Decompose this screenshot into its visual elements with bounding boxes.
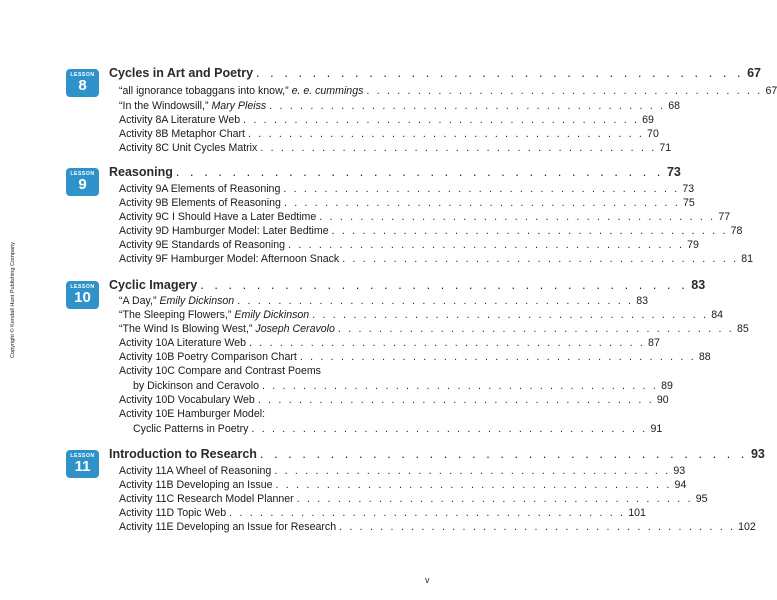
- toc-entry[interactable]: [119, 337, 660, 349]
- dot-leader: . . . . . . . . . . . . . . . . . . . . . . . . . . . . . . . . . . . . . . .: [331, 225, 728, 237]
- page-number: 68: [668, 100, 681, 112]
- entry-title: Activity 8B Metaphor Chart: [119, 128, 245, 140]
- page-number: 75: [682, 197, 695, 209]
- dot-leader: . . . . . . . . . . . . . . . . . . . . . . . . . . . . . . . . . . . . . . .: [342, 253, 739, 265]
- page-number: 67: [765, 85, 777, 97]
- lesson-title: Cycles in Art and Poetry: [109, 66, 254, 80]
- entry-title: Activity 10A Literature Web: [119, 337, 246, 349]
- lesson-badge-number: 8: [78, 77, 87, 94]
- dot-leader: . . . . . . . . . . . . . . . . . . . . . . . . . . . . . . . . . . . . . . .: [283, 197, 680, 209]
- page-number: 94: [674, 479, 687, 491]
- page-number: 83: [636, 295, 649, 307]
- dot-leader: . . . . . . . . . . . . . . . . . . . . . . . . . . . . . . . . . . . . . . .: [257, 394, 654, 406]
- toc-entry-first-line[interactable]: Activity 10E Hamburger Model:: [119, 408, 266, 420]
- page-number: 71: [659, 142, 672, 154]
- lesson-badge-number: 10: [74, 289, 91, 306]
- entry-title: “The Wind Is Blowing West,” Joseph Ceravolo: [119, 323, 335, 335]
- toc-entry[interactable]: [119, 507, 646, 519]
- toc-entry[interactable]: [119, 197, 695, 209]
- entry-title: Activity 11D Topic Web: [119, 507, 227, 519]
- entry-title: Activity 8C Unit Cycles Matrix: [119, 142, 258, 154]
- page-number: 70: [647, 128, 659, 140]
- toc-entry[interactable]: [119, 493, 708, 505]
- dot-leader: . . . . . . . . . . . . . . . . . . . . . . . . . . . . . . . . . . . . . . .: [312, 309, 709, 321]
- page-number: 90: [656, 394, 669, 406]
- toc-entry[interactable]: [119, 295, 649, 307]
- toc-entry-continuation[interactable]: [133, 380, 673, 392]
- dot-leader: . . . . . . . . . . . . . . . . . . . . . . . . . . . . . . . . . . .: [200, 278, 689, 292]
- entry-title: Activity 9B Elements of Reasoning: [119, 197, 281, 209]
- toc-entry[interactable]: [119, 253, 754, 265]
- page-number: 88: [698, 351, 711, 363]
- dot-leader: . . . . . . . . . . . . . . . . . . . . . . . . . . . . . . . . . . . . . . .: [269, 100, 666, 112]
- toc-entry[interactable]: [119, 128, 659, 140]
- toc-entry[interactable]: [119, 239, 699, 251]
- lesson-title-entry[interactable]: [109, 278, 706, 292]
- entry-title: Activity 9D Hamburger Model: Later Bedtime: [119, 225, 329, 237]
- toc-entry[interactable]: [119, 211, 731, 223]
- entry-title: “all ignorance tobaggans into know,” e. e. cummings: [119, 85, 364, 97]
- dot-leader: . . . . . . . . . . . . . . . . . . . . . . . . . . . . . . . . . . .: [259, 447, 748, 461]
- entry-title: “A Day,” Emily Dickinson: [119, 295, 235, 307]
- entry-title: Activity 8A Literature Web: [119, 114, 241, 126]
- page-number: 81: [741, 253, 754, 265]
- toc-entry[interactable]: [119, 85, 777, 97]
- page-number: 93: [673, 465, 686, 477]
- toc-entry[interactable]: [119, 394, 669, 406]
- entry-author: Emily Dickinson: [234, 309, 310, 321]
- dot-leader: . . . . . . . . . . . . . . . . . . . . . . . . . . . . . . . . . . . . . . .: [237, 295, 634, 307]
- entry-title: “In the Windowsill,” Mary Pleiss: [119, 100, 267, 112]
- dot-leader: . . . . . . . . . . . . . . . . . . . . . . . . . . . . . . . . . . . . . . .: [243, 114, 640, 126]
- dot-leader: . . . . . . . . . . . . . . . . . . . . . . . . . . . . . . . . . . . . . . .: [288, 239, 685, 251]
- dot-leader: . . . . . . . . . . . . . . . . . . . . . . . . . . . . . . . . . . .: [256, 66, 745, 80]
- entry-title: by Dickinson and Ceravolo: [133, 380, 260, 392]
- entry-title: Activity 9F Hamburger Model: Afternoon Snack: [119, 253, 340, 265]
- copyright-notice: Copyright © Kendall Hunt Publishing Company: [10, 241, 16, 359]
- entry-author: Mary Pleiss: [211, 100, 267, 112]
- entry-title: Activity 10B Poetry Comparison Chart: [119, 351, 297, 363]
- page-number: 73: [682, 183, 695, 195]
- page-number: 84: [711, 309, 724, 321]
- lesson-badge: [66, 450, 99, 478]
- lesson-badge-label: LESSON: [70, 453, 95, 459]
- lesson-title-entry[interactable]: [109, 165, 681, 179]
- toc-entry-first-line[interactable]: Activity 10C Compare and Contrast Poems: [119, 365, 321, 377]
- toc-entry[interactable]: [119, 351, 711, 363]
- page-number: 79: [687, 239, 699, 251]
- dot-leader: . . . . . . . . . . . . . . . . . . . . . . . . . . . . . . . . . . . . . . .: [249, 337, 646, 349]
- toc-entry[interactable]: [119, 521, 756, 533]
- lesson-badge: [66, 168, 99, 196]
- entry-author: e. e. cummings: [291, 85, 364, 97]
- page-number: 67: [747, 66, 761, 80]
- lesson-title: Introduction to Research: [109, 447, 257, 461]
- dot-leader: . . . . . . . . . . . . . . . . . . . . . . . . . . . . . . . . . . .: [175, 165, 664, 179]
- page-number: 83: [691, 278, 706, 292]
- dot-leader: . . . . . . . . . . . . . . . . . . . . . . . . . . . . . . . . . . . . . . .: [275, 479, 672, 491]
- entry-title: Activity 9A Elements of Reasoning: [119, 183, 281, 195]
- dot-leader: . . . . . . . . . . . . . . . . . . . . . . . . . . . . . . . . . . . . . . .: [299, 351, 696, 363]
- toc-entry-continuation[interactable]: [133, 423, 663, 435]
- lesson-badge-label: LESSON: [70, 72, 95, 78]
- toc-entry[interactable]: [119, 225, 743, 237]
- toc-entry[interactable]: [119, 465, 686, 477]
- dot-leader: . . . . . . . . . . . . . . . . . . . . . . . . . . . . . . . . . . . . . . .: [262, 380, 659, 392]
- page-number: 91: [650, 423, 663, 435]
- dot-leader: . . . . . . . . . . . . . . . . . . . . . . . . . . . . . . . . . . . . . . .: [251, 423, 648, 435]
- lesson-title-entry[interactable]: [109, 66, 761, 80]
- lesson-title: Reasoning: [109, 165, 173, 179]
- lesson-badge-label: LESSON: [70, 171, 95, 177]
- entry-title: Activity 9C I Should Have a Later Bedtime: [119, 211, 317, 223]
- entry-title: Cyclic Patterns in Poetry: [133, 423, 249, 435]
- toc-entry[interactable]: [119, 142, 672, 154]
- lesson-badge: [66, 281, 99, 309]
- dot-leader: . . . . . . . . . . . . . . . . . . . . . . . . . . . . . . . . . . . . . . .: [260, 142, 657, 154]
- dot-leader: . . . . . . . . . . . . . . . . . . . . . . . . . . . . . . . . . . . . . . .: [229, 507, 626, 519]
- lesson-title: Cyclic Imagery: [109, 278, 198, 292]
- lesson-badge-number: 11: [74, 458, 91, 475]
- page-number: 89: [661, 380, 673, 392]
- page-number: 93: [750, 447, 765, 461]
- page-number: 73: [666, 165, 681, 179]
- toc-entry[interactable]: [119, 100, 681, 112]
- entry-title: Activity 10D Vocabulary Web: [119, 394, 255, 406]
- dot-leader: . . . . . . . . . . . . . . . . . . . . . . . . . . . . . . . . . . . . . . .: [283, 183, 680, 195]
- dot-leader: . . . . . . . . . . . . . . . . . . . . . . . . . . . . . . . . . . . . . . .: [339, 521, 736, 533]
- entry-title: Activity 11E Developing an Issue for Research: [119, 521, 337, 533]
- page-number: 77: [718, 211, 731, 223]
- page-number: 102: [738, 521, 756, 533]
- toc-entry[interactable]: [119, 309, 724, 321]
- page-number: 85: [736, 323, 749, 335]
- page-number: 101: [628, 507, 646, 519]
- entry-author: Emily Dickinson: [159, 295, 235, 307]
- entry-title: “The Sleeping Flowers,” Emily Dickinson: [119, 309, 310, 321]
- dot-leader: . . . . . . . . . . . . . . . . . . . . . . . . . . . . . . . . . . . . . . .: [248, 128, 645, 140]
- toc-entry[interactable]: [119, 479, 687, 491]
- entry-title: Activity 11A Wheel of Reasoning: [119, 465, 272, 477]
- lesson-badge: [66, 69, 99, 97]
- lesson-title-entry[interactable]: [109, 447, 765, 461]
- entry-title: Activity 11C Research Model Planner: [119, 493, 294, 505]
- dot-leader: . . . . . . . . . . . . . . . . . . . . . . . . . . . . . . . . . . . . . . .: [366, 85, 763, 97]
- dot-leader: . . . . . . . . . . . . . . . . . . . . . . . . . . . . . . . . . . . . . . .: [274, 465, 671, 477]
- page-number: 69: [642, 114, 654, 126]
- toc-entry[interactable]: [119, 114, 654, 126]
- dot-leader: . . . . . . . . . . . . . . . . . . . . . . . . . . . . . . . . . . . . . . .: [319, 211, 716, 223]
- toc-entry[interactable]: [119, 183, 695, 195]
- entry-title: Activity 9E Standards of Reasoning: [119, 239, 286, 251]
- page-number: 78: [730, 225, 743, 237]
- dot-leader: . . . . . . . . . . . . . . . . . . . . . . . . . . . . . . . . . . . . . . .: [296, 493, 693, 505]
- dot-leader: . . . . . . . . . . . . . . . . . . . . . . . . . . . . . . . . . . . . . . .: [337, 323, 734, 335]
- page-number: 87: [648, 337, 660, 349]
- page-number: 95: [695, 493, 708, 505]
- page-number-footer: v: [425, 575, 430, 585]
- lesson-badge-label: LESSON: [70, 284, 95, 290]
- entry-author: Joseph Ceravolo: [255, 323, 335, 335]
- lesson-badge-number: 9: [78, 176, 87, 193]
- entry-title: Activity 11B Developing an Issue: [119, 479, 273, 491]
- toc-entry[interactable]: [119, 323, 749, 335]
